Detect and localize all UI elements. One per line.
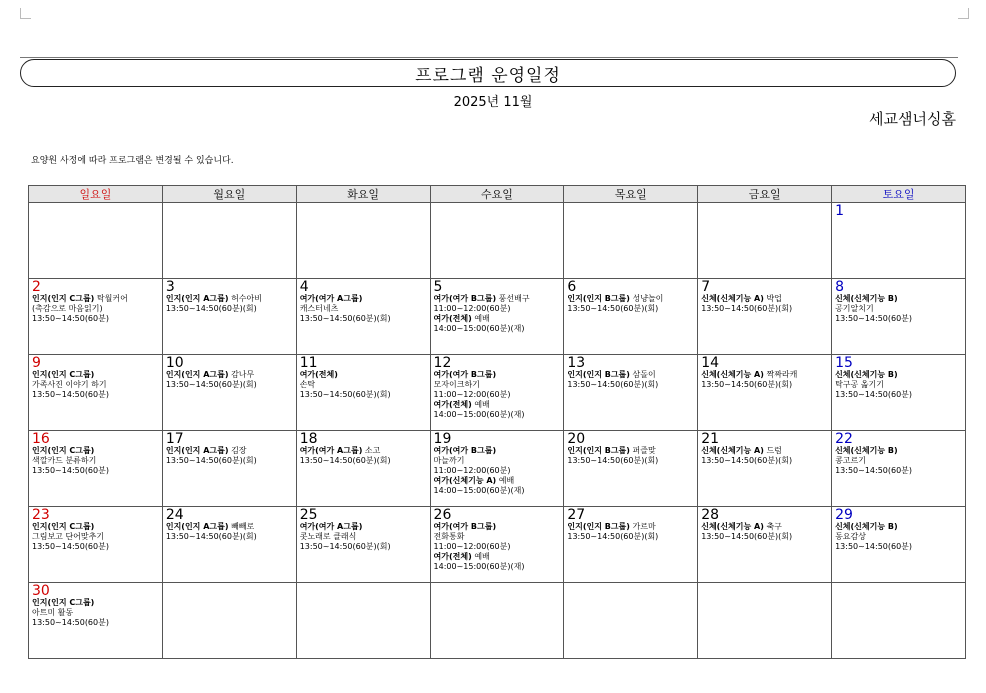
program-line (701, 370, 828, 380)
program-text: 13:50~14:50(60분) (32, 542, 109, 551)
program-line (701, 446, 828, 456)
program-text: 모자이크하기 (433, 380, 480, 389)
day-cell (29, 355, 163, 431)
program-line (835, 370, 962, 380)
schedule-period: 2025년 11월 (453, 95, 533, 110)
program-category: 여가(여가 B그룹) (433, 522, 497, 531)
program-text: 13:50~14:50(60분)(회) (567, 304, 659, 313)
program-line (300, 294, 427, 304)
day-number: 23 (32, 507, 50, 523)
weekday-header-row (29, 186, 966, 203)
day-cell (162, 583, 296, 659)
program-text: 13:50~14:50(60분)(회) (299, 314, 391, 323)
program-line (434, 370, 561, 380)
day-number: 28 (701, 507, 720, 523)
program-line (434, 532, 561, 542)
day-cell (296, 431, 430, 507)
program-line (32, 532, 159, 542)
program-line (32, 370, 159, 380)
program-line (166, 446, 293, 456)
program-line (32, 598, 159, 608)
day-cell (296, 203, 430, 279)
day-number: 5 (433, 279, 443, 295)
day-cell (698, 507, 832, 583)
program-text: 13:50~14:50(60분)(회) (165, 380, 257, 389)
day-cell (430, 583, 564, 659)
program-text: 13:50~14:50(60분)(회) (701, 532, 793, 541)
program-text: 예배 (474, 314, 490, 323)
weekday-header: 수요일 (430, 186, 564, 203)
day-number: 24 (165, 507, 184, 523)
program-line (701, 522, 828, 532)
program-text: 13:50~14:50(60분)(회) (299, 542, 391, 551)
program-category: 인지(인지 C그룹) (32, 370, 95, 379)
day-cell (162, 431, 296, 507)
program-category: 여가(전체) (433, 400, 472, 409)
program-text: 13:50~14:50(60분)(회) (701, 380, 793, 389)
program-line (701, 532, 828, 542)
program-line (32, 304, 159, 314)
day-number: 26 (433, 507, 452, 523)
program-line (434, 380, 561, 390)
program-line (300, 456, 427, 466)
day-cell (564, 279, 698, 355)
day-cell (296, 279, 430, 355)
day-number: 30 (32, 583, 50, 599)
program-category: 신체(신체기능 A) (701, 446, 764, 455)
program-text: 13:50~14:50(60분)(회) (701, 456, 793, 465)
day-cell (832, 507, 966, 583)
day-cell (162, 279, 296, 355)
program-category: 인지(인지 C그룹) (32, 522, 95, 531)
program-line (567, 370, 694, 380)
program-text: 13:50~14:50(60분) (32, 314, 109, 323)
day-cell (430, 203, 564, 279)
program-line (434, 562, 561, 572)
program-line (32, 314, 159, 324)
program-category: 여가(전체) (433, 314, 472, 323)
day-cell (296, 583, 430, 659)
program-text: 13:50~14:50(60분) (835, 390, 913, 399)
program-line (300, 304, 427, 314)
day-number: 9 (32, 355, 41, 371)
weekday-header: 화요일 (296, 186, 430, 203)
program-line (701, 380, 828, 390)
day-cell (564, 431, 698, 507)
program-line (32, 608, 159, 618)
day-number: 13 (567, 355, 586, 371)
program-text: 감나무 (231, 370, 255, 379)
day-number: 15 (835, 355, 853, 371)
program-line (434, 476, 561, 486)
program-line (567, 522, 694, 532)
day-number: 20 (567, 431, 586, 447)
program-line (300, 522, 427, 532)
weekday-header: 토요일 (832, 186, 966, 203)
program-text: 13:50~14:50(60분)(회) (567, 456, 659, 465)
program-text: 소고 (364, 446, 381, 455)
program-line (32, 446, 159, 456)
program-text: 아트미 활동 (32, 608, 74, 617)
day-cell (29, 279, 163, 355)
program-line (567, 532, 694, 542)
program-category: 인지(인지 C그룹) (32, 598, 95, 607)
program-text: 가족사진 이야기 하기 (32, 380, 107, 389)
program-text: (촉감으로 마음읽기) (32, 304, 103, 313)
day-number: 6 (567, 279, 577, 295)
notice-text: 요양원 사정에 따라 프로그램은 변경될 수 있습니다. (31, 156, 234, 166)
program-line (300, 380, 427, 390)
program-line (835, 390, 962, 400)
program-category: 신체(신체기능 B) (835, 522, 898, 531)
day-number: 2 (32, 279, 41, 295)
program-text: 11:00~12:00(60분) (433, 304, 511, 313)
program-text: 콧노래로 클래식 (299, 532, 357, 541)
program-line (434, 456, 561, 466)
program-line (166, 532, 293, 542)
program-line (166, 370, 293, 380)
program-line (166, 522, 293, 532)
program-text: 13:50~14:50(60분) (32, 466, 109, 475)
program-text: 13:50~14:50(60분) (32, 618, 109, 627)
program-text: 손탁 (299, 380, 316, 389)
program-line (835, 542, 962, 552)
program-line (32, 618, 159, 628)
day-cell (832, 203, 966, 279)
weekday-header: 목요일 (564, 186, 698, 203)
program-text: 11:00~12:00(60분) (433, 390, 511, 399)
day-number: 12 (433, 355, 452, 371)
program-line (434, 542, 561, 552)
program-text: 14:00~15:00(60분)(재) (433, 410, 525, 419)
program-text: 13:50~14:50(60분)(회) (165, 304, 257, 313)
program-line (434, 486, 561, 496)
day-cell (430, 507, 564, 583)
program-text: 풍선배구 (498, 294, 530, 303)
program-category: 신체(신체기능 B) (835, 294, 898, 303)
program-category: 신체(신체기능 B) (835, 446, 898, 455)
day-cell (832, 583, 966, 659)
day-cell (832, 279, 966, 355)
program-line (32, 456, 159, 466)
program-category: 인지(인지 A그룹) (165, 446, 229, 455)
program-category: 인지(인지 B그룹) (567, 446, 630, 455)
day-number: 18 (299, 431, 318, 447)
program-line (300, 446, 427, 456)
program-category: 여가(전체) (299, 370, 338, 379)
program-text: 전화통화 (433, 532, 465, 541)
program-line (835, 380, 962, 390)
program-line (835, 294, 962, 304)
program-text: 박업 (766, 294, 782, 303)
program-category: 여가(여가 A그룹) (299, 294, 363, 303)
program-line (166, 380, 293, 390)
day-cell (698, 583, 832, 659)
program-category: 신체(신체기능 A) (701, 294, 764, 303)
program-text: 탁구공 옮기기 (835, 380, 884, 389)
day-cell (698, 431, 832, 507)
program-line (434, 314, 561, 324)
program-text: 예배 (498, 476, 515, 485)
program-category: 인지(인지 B그룹) (567, 522, 630, 531)
program-text: 퍼즐맞 (632, 446, 656, 455)
program-line (434, 294, 561, 304)
program-line (701, 294, 828, 304)
week-row (29, 355, 966, 431)
day-cell (162, 507, 296, 583)
day-number: 25 (299, 507, 318, 523)
program-text: 그림보고 단어맞추기 (32, 532, 105, 541)
program-line (166, 456, 293, 466)
program-line (300, 532, 427, 542)
day-number: 19 (433, 431, 452, 447)
day-number: 27 (567, 507, 586, 523)
day-number: 22 (835, 431, 853, 447)
day-number: 21 (701, 431, 720, 447)
program-line (567, 456, 694, 466)
week-row (29, 507, 966, 583)
program-text: 14:00~15:00(60분)(재) (433, 562, 525, 571)
day-cell (162, 203, 296, 279)
day-cell (564, 507, 698, 583)
day-number: 29 (835, 507, 853, 523)
program-category: 인지(인지 A그룹) (165, 294, 229, 303)
calendar-body (29, 203, 966, 659)
day-number: 17 (165, 431, 184, 447)
program-category: 인지(인지 A그룹) (165, 370, 229, 379)
program-text: 마늘까기 (433, 456, 465, 465)
day-number: 7 (701, 279, 711, 295)
day-cell (162, 355, 296, 431)
program-text: 14:00~15:00(60분)(재) (433, 324, 525, 333)
program-text: 예배 (474, 552, 490, 561)
organization-name: 세교샘너싱홈 (869, 110, 956, 128)
program-line (434, 304, 561, 314)
day-cell (29, 431, 163, 507)
program-category: 인지(인지 B그룹) (567, 294, 630, 303)
program-category: 신체(신체기능 A) (701, 370, 764, 379)
program-line (835, 522, 962, 532)
day-cell (832, 431, 966, 507)
program-line (32, 466, 159, 476)
day-number: 10 (165, 355, 184, 371)
program-text: 색깔카드 분류하기 (32, 456, 97, 465)
program-text: 14:00~15:00(60분)(재) (433, 486, 525, 495)
program-line (434, 552, 561, 562)
program-line (701, 456, 828, 466)
program-line (567, 304, 694, 314)
program-category: 인지(인지 B그룹) (567, 370, 630, 379)
program-line (567, 380, 694, 390)
program-category: 인지(인지 C그룹) (32, 294, 95, 303)
day-cell (698, 355, 832, 431)
weekday-header: 일요일 (29, 186, 163, 203)
day-number: 4 (299, 279, 309, 295)
program-category: 여가(여가 B그룹) (433, 370, 497, 379)
program-line (166, 294, 293, 304)
program-text: 예배 (474, 400, 490, 409)
program-text: 13:50~14:50(60분)(회) (165, 456, 257, 465)
day-cell (430, 279, 564, 355)
program-category: 인지(인지 A그룹) (165, 522, 229, 531)
program-category: 신체(신체기능 B) (835, 370, 898, 379)
program-line (434, 466, 561, 476)
program-line (434, 446, 561, 456)
day-cell (29, 583, 163, 659)
program-text: 빼빼로 (231, 522, 255, 531)
program-text: 11:00~12:00(60분) (433, 466, 511, 475)
program-line (835, 532, 962, 542)
day-number: 8 (835, 279, 844, 295)
program-text: 13:50~14:50(60분)(회) (165, 532, 257, 541)
week-row (29, 203, 966, 279)
program-text: 13:50~14:50(60분)(회) (299, 390, 391, 399)
program-text: 동요감상 (835, 532, 866, 541)
program-text: 13:50~14:50(60분) (835, 466, 913, 475)
program-line (32, 294, 159, 304)
crop-mark-top-left (20, 8, 31, 19)
program-category: 여가(여가 B그룹) (433, 294, 497, 303)
header-rule (20, 57, 958, 58)
program-line (166, 304, 293, 314)
weekday-header: 금요일 (698, 186, 832, 203)
program-text: 성냥놀이 (632, 294, 664, 303)
document-title-box (20, 59, 956, 87)
program-line (835, 466, 962, 476)
day-number: 16 (32, 431, 50, 447)
program-category: 여가(전체) (433, 552, 472, 561)
program-line (32, 542, 159, 552)
program-text: 콩고르기 (835, 456, 866, 465)
calendar-table (28, 185, 966, 659)
day-cell (296, 355, 430, 431)
day-cell (698, 203, 832, 279)
program-text: 11:00~12:00(60분) (433, 542, 511, 551)
program-line (701, 304, 828, 314)
program-line (300, 390, 427, 400)
day-number: 3 (165, 279, 175, 295)
program-text: 공기알치기 (835, 304, 874, 313)
day-cell (564, 203, 698, 279)
document-title: 프로그램 운영일정 (415, 65, 561, 86)
program-line (835, 456, 962, 466)
day-number: 1 (835, 203, 844, 219)
week-row (29, 431, 966, 507)
program-category: 인지(인지 C그룹) (32, 446, 95, 455)
program-line (567, 294, 694, 304)
program-line (434, 324, 561, 334)
program-text: 김장 (231, 446, 247, 455)
day-cell (832, 355, 966, 431)
program-line (300, 314, 427, 324)
program-line (32, 390, 159, 400)
program-line (300, 542, 427, 552)
week-row (29, 583, 966, 659)
day-cell (29, 507, 163, 583)
program-text: 13:50~14:50(60분)(회) (701, 304, 793, 313)
program-line (434, 390, 561, 400)
day-cell (29, 203, 163, 279)
day-number: 14 (701, 355, 720, 371)
day-cell (564, 355, 698, 431)
program-line (300, 370, 427, 380)
program-text: 13:50~14:50(60분)(회) (567, 380, 659, 389)
program-line (835, 304, 962, 314)
program-line (835, 314, 962, 324)
program-line (434, 400, 561, 410)
program-text: 13:50~14:50(60분) (835, 314, 913, 323)
crop-mark-top-right (958, 8, 969, 19)
day-cell (430, 431, 564, 507)
day-cell (296, 507, 430, 583)
program-category: 여가(신체기능 A) (433, 476, 497, 485)
weekday-header: 월요일 (162, 186, 296, 203)
program-text: 13:50~14:50(60분)(회) (299, 456, 391, 465)
day-cell (430, 355, 564, 431)
day-cell (698, 279, 832, 355)
program-text: 13:50~14:50(60분) (835, 542, 913, 551)
program-category: 여가(여가 B그룹) (433, 446, 497, 455)
program-category: 신체(신체기능 A) (701, 522, 764, 531)
day-number: 11 (299, 355, 318, 371)
program-category: 여가(여가 A그룹) (299, 446, 363, 455)
program-text: 가르마 (632, 522, 656, 531)
day-cell (564, 583, 698, 659)
program-text: 캐스터네츠 (299, 304, 339, 313)
program-category: 여가(여가 A그룹) (299, 522, 363, 531)
program-text: 허수아비 (231, 294, 262, 303)
program-text: 드럼 (766, 446, 782, 455)
program-text: 축구 (766, 522, 782, 531)
program-line (32, 522, 159, 532)
program-text: 13:50~14:50(60분)(회) (567, 532, 659, 541)
program-line (434, 410, 561, 420)
program-text: 탁월커어 (96, 294, 128, 303)
week-row (29, 279, 966, 355)
program-text: 삼돌이 (632, 370, 656, 379)
program-text: 짝짜라캐 (766, 370, 798, 379)
program-text: 13:50~14:50(60분) (32, 390, 109, 399)
program-line (567, 446, 694, 456)
program-line (32, 380, 159, 390)
program-line (835, 446, 962, 456)
program-line (434, 522, 561, 532)
